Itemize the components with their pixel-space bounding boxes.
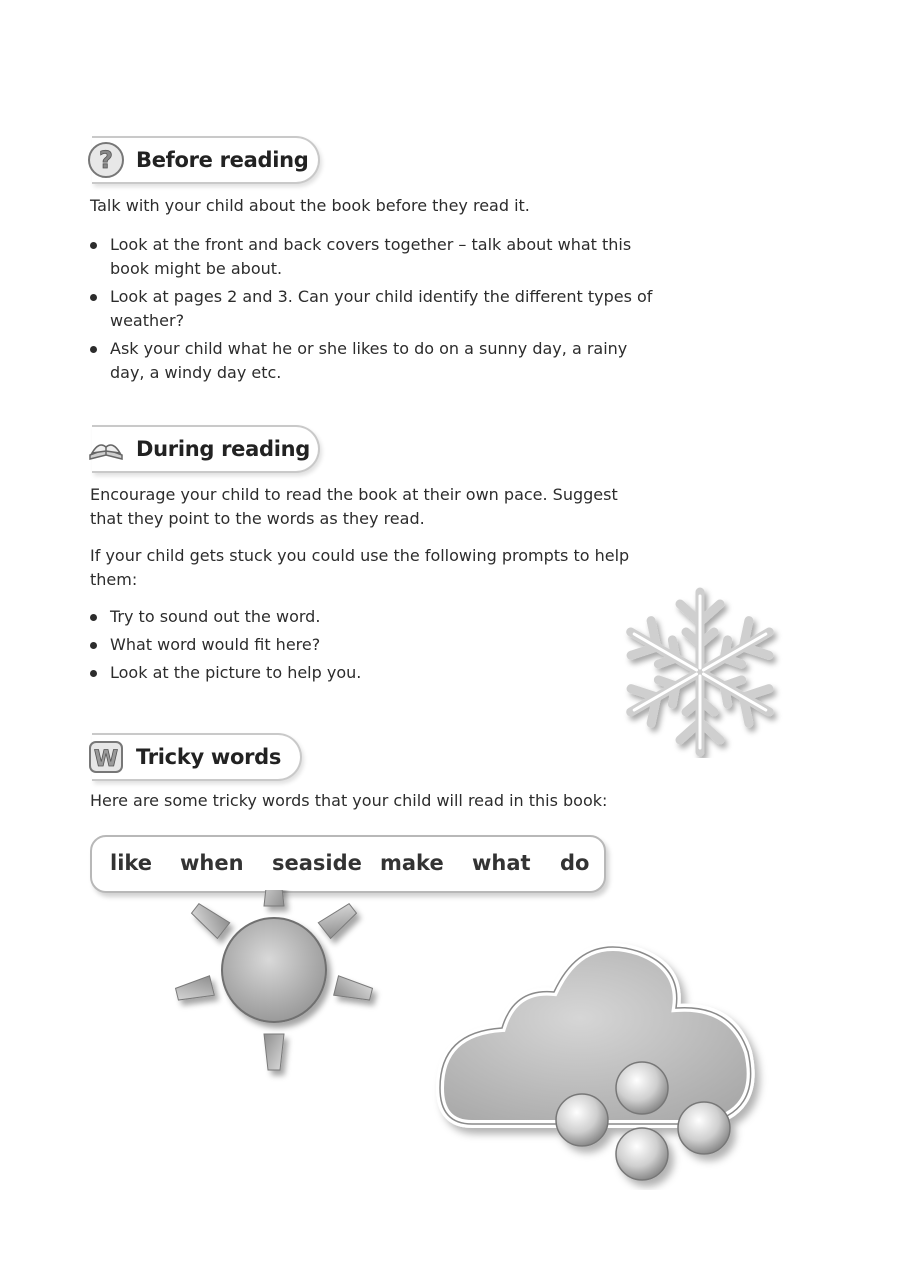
list-item: Look at the picture to help you. [88,661,488,685]
tricky-word: make [380,851,444,875]
cloud-hail-illustration [432,928,772,1190]
letter-w-icon [86,737,126,777]
tricky-word: seaside [272,851,362,875]
before-reading-intro: Talk with your child about the book before they read it. [90,196,530,215]
before-reading-title: Before reading [136,148,309,172]
during-reading-intro-2: If your child gets stuck you could use the following prompts to help them: [90,546,630,589]
during-reading-list [88,605,488,689]
tricky-word: what [472,851,531,875]
tricky-words-title: Tricky words [136,745,282,769]
during-reading-intro-1: Encourage your child to read the book at their own pace. Suggest that they point to the words as they read. [90,485,618,528]
list-item: Look at the front and back covers together – talk about what this book might be about. [88,233,658,281]
list-item: Look at pages 2 and 3. Can your child identify the different types of weather? [88,285,658,333]
list-item: Try to sound out the word. [88,605,488,629]
tricky-word: do [560,851,590,875]
during-reading-heading [92,425,320,473]
snowflake-illustration [612,586,790,758]
sun-illustration [166,890,386,1090]
before-reading-heading [92,136,320,184]
during-reading-title: During reading [136,437,311,461]
before-reading-list [88,233,658,389]
svg-text:?: ? [99,146,113,174]
tricky-words-intro: Here are some tricky words that your child will read in this book: [90,791,608,810]
svg-text:W: W [93,747,119,772]
tricky-words-box [90,835,606,893]
list-item: Ask your child what he or she likes to do on a sunny day, a rainy day, a windy day etc. [88,337,658,385]
question-mark-icon [86,140,126,180]
list-item: What word would fit here? [88,633,488,657]
tricky-word: when [180,851,244,875]
tricky-words-heading [92,733,302,781]
tricky-word: like [110,851,153,875]
open-book-icon [86,429,126,469]
